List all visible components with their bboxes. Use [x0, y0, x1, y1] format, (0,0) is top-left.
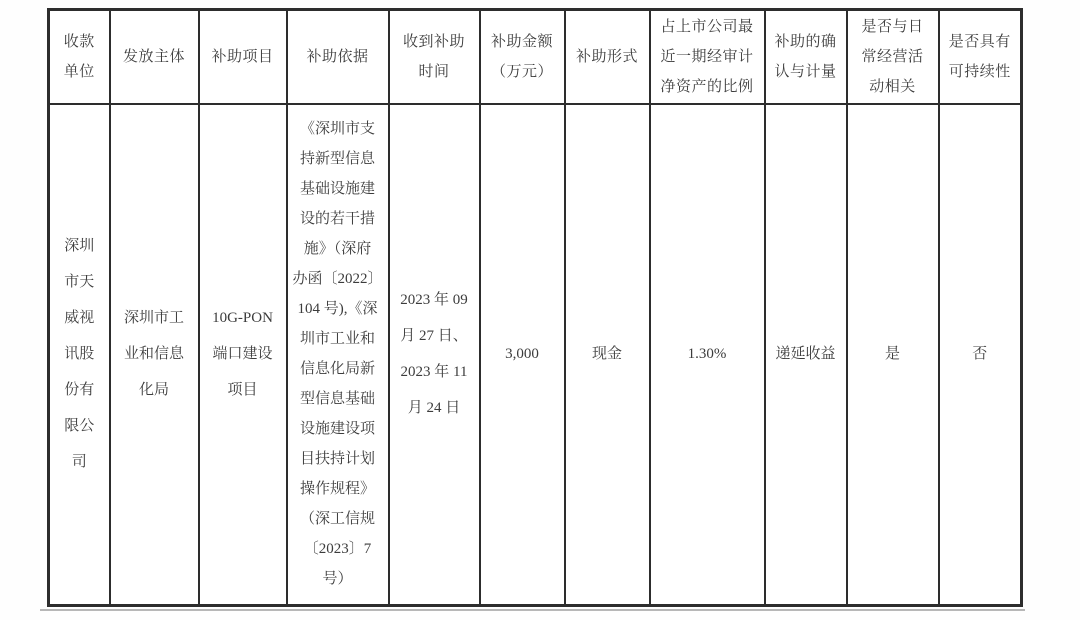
cell-receipt-date: 2023 年 09 月 27 日、 2023 年 11 月 24 日 — [389, 104, 480, 606]
header-net-asset-ratio: 占上市公司最 近一期经审计 净资产的比例 — [650, 10, 765, 104]
cell-sustainability: 否 — [939, 104, 1022, 606]
header-grantor: 发放主体 — [110, 10, 199, 104]
cell-recipient-unit: 深圳 市天 威视 讯股 份有 限公 司 — [49, 104, 110, 606]
header-recognition-measurement: 补助的确 认与计量 — [765, 10, 847, 104]
data-row — [49, 104, 1022, 606]
header-sustainability: 是否具有 可持续性 — [939, 10, 1022, 104]
header-daily-operation-related: 是否与日 常经营活 动相关 — [847, 10, 939, 104]
header-subsidy-basis: 补助依据 — [287, 10, 389, 104]
cell-net-asset-ratio: 1.30% — [650, 104, 765, 606]
header-recipient-unit: 收款 单位 — [49, 10, 110, 104]
cell-subsidy-amount: 3,000 — [480, 104, 565, 606]
cell-subsidy-project: 10G-PON 端口建设 项目 — [199, 104, 287, 606]
header-subsidy-project: 补助项目 — [199, 10, 287, 104]
page-edge-line — [40, 609, 1025, 611]
subsidy-disclosure-table — [47, 8, 1023, 607]
cell-daily-operation-related: 是 — [847, 104, 939, 606]
header-subsidy-amount: 补助金额 （万元） — [480, 10, 565, 104]
cell-recognition-measurement: 递延收益 — [765, 104, 847, 606]
cell-subsidy-form: 现金 — [565, 104, 650, 606]
header-subsidy-form: 补助形式 — [565, 10, 650, 104]
cell-grantor: 深圳市工 业和信息 化局 — [110, 104, 199, 606]
header-row — [49, 10, 1022, 104]
cell-subsidy-basis: 《深圳市支 持新型信息 基础设施建 设的若干措 施》（深府 办函〔2022〕 104 号),《深 圳市工业和 信息化局新 型信息基础 设施建设项 目扶持计划 操作规程》 （深工信规 〔2023〕7 号） — [287, 104, 389, 606]
header-receipt-date: 收到补助 时间 — [389, 10, 480, 104]
